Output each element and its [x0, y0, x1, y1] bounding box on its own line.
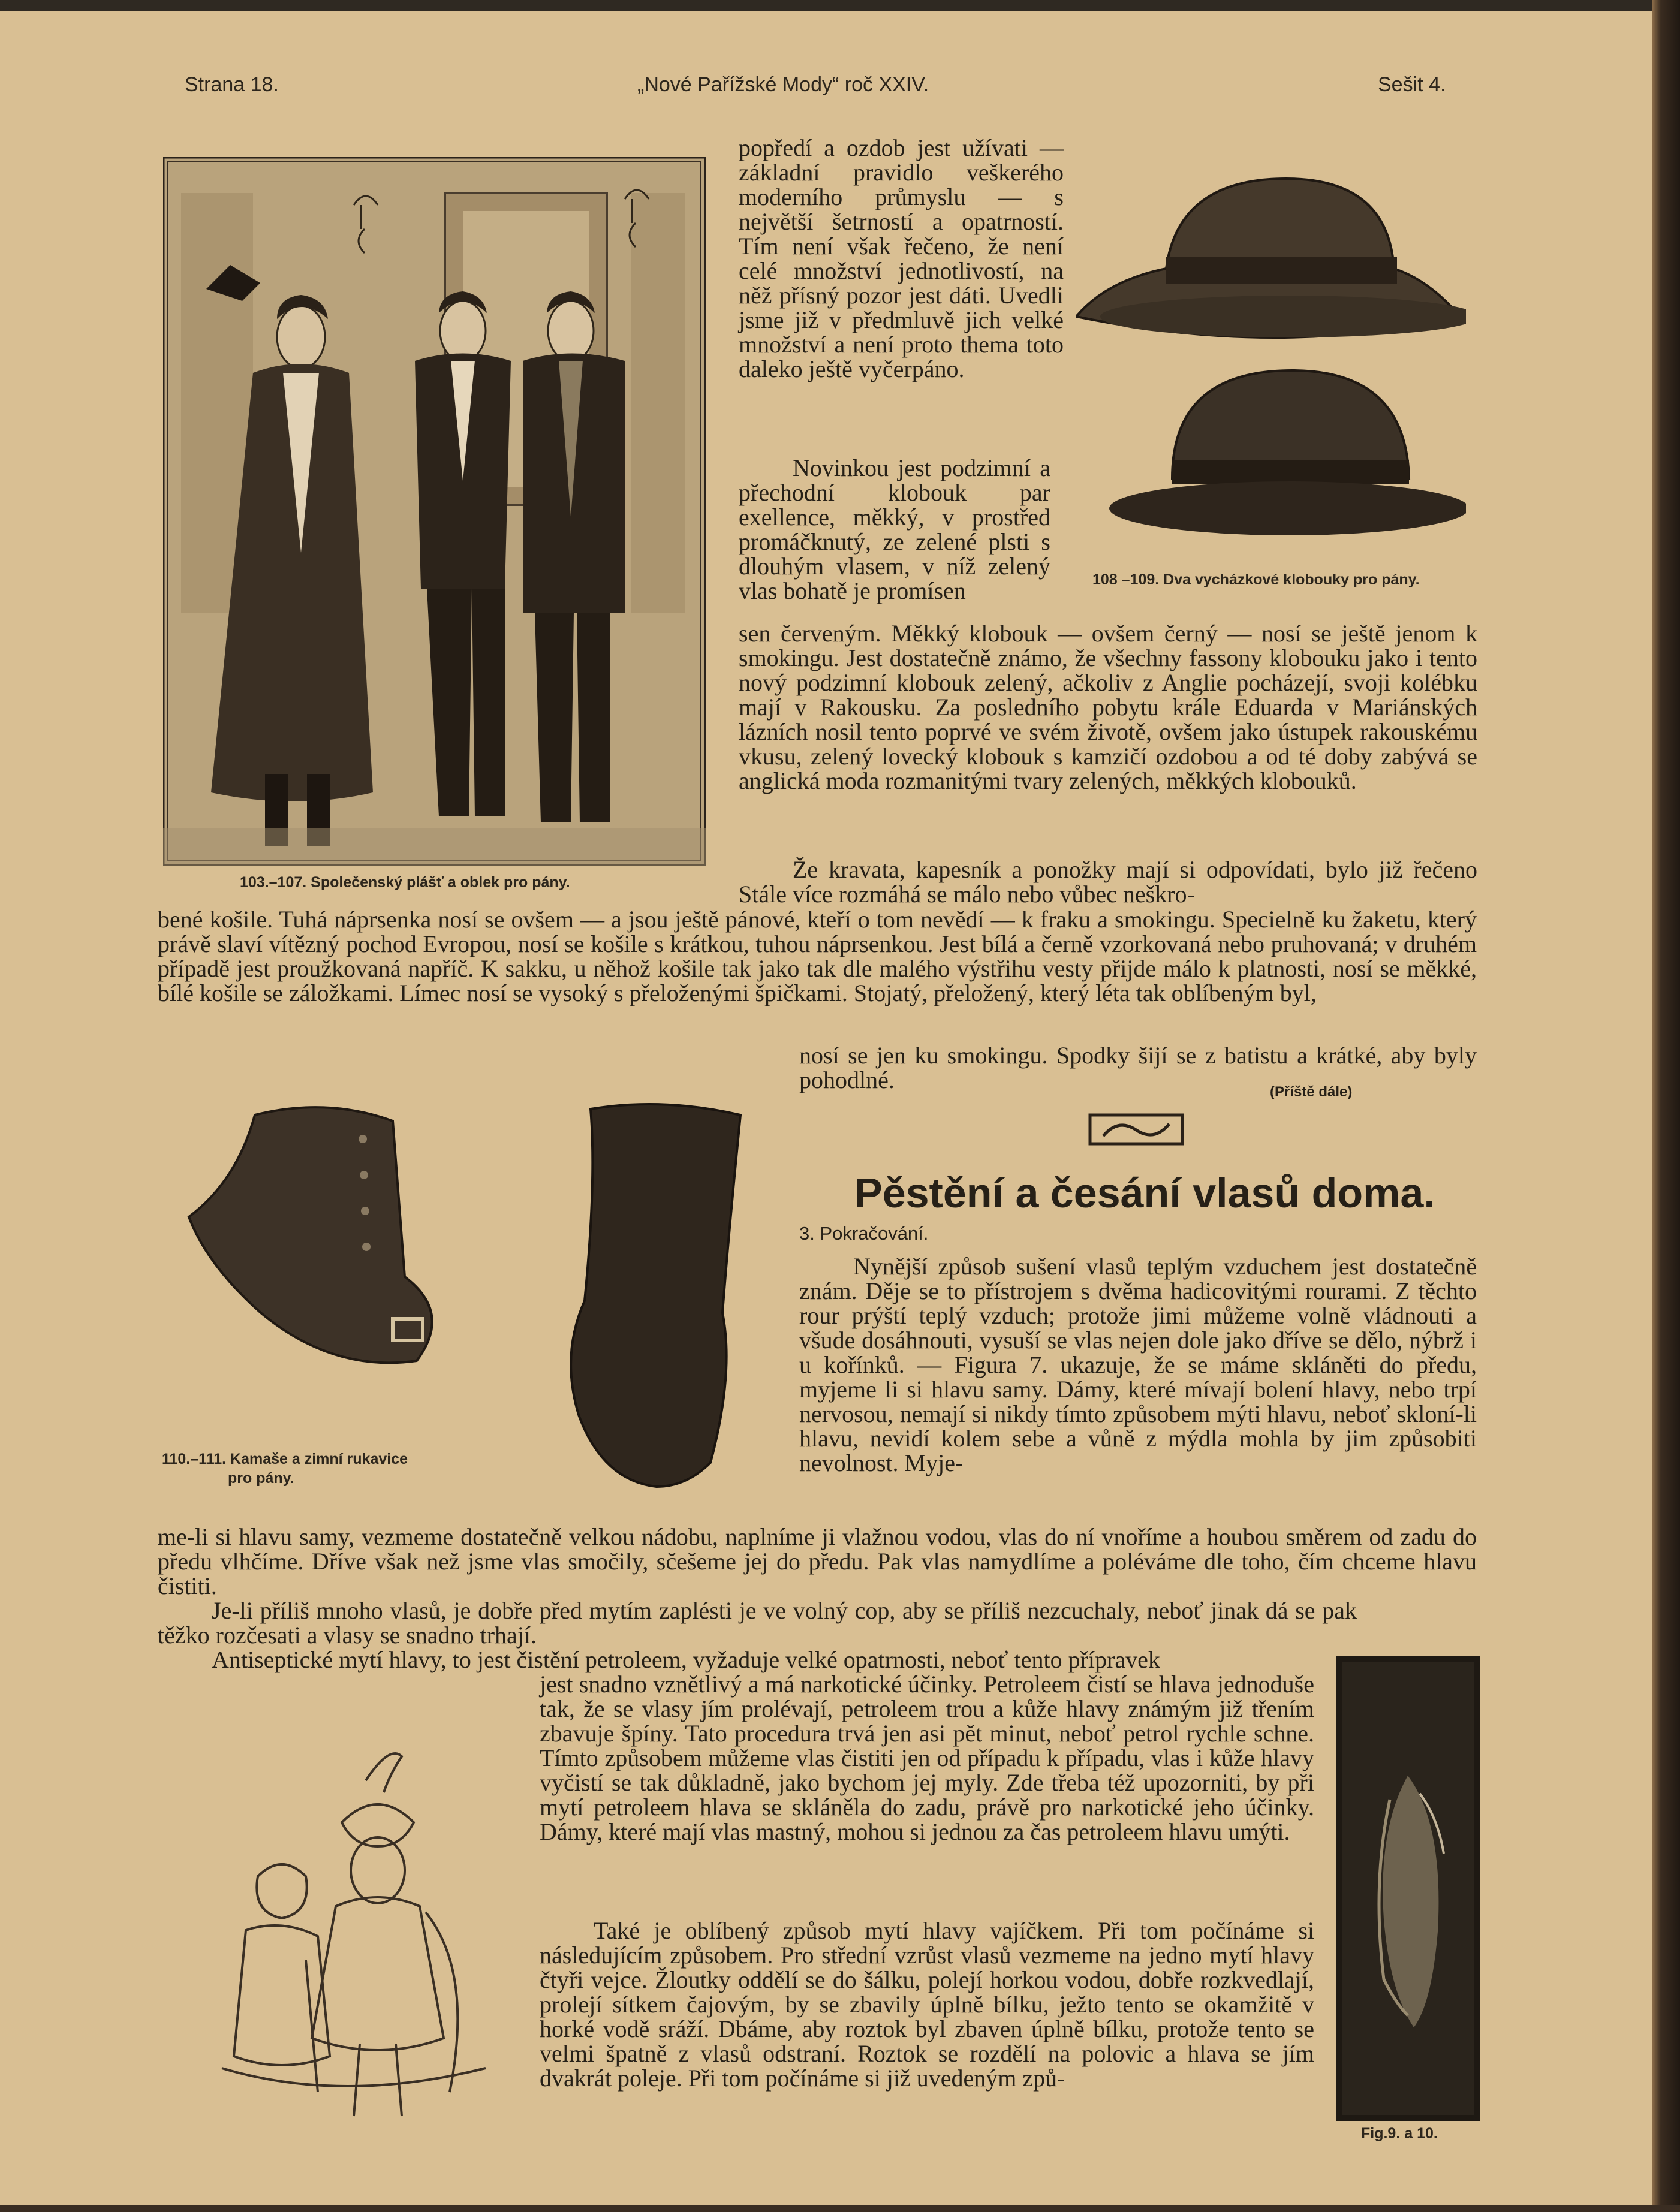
article2-paragraph-3: jest snadno vznětlivý a má narkotické účinky. Petroleem čistí se hlava jednoduše tak, že se vlasy jím prolévají, petroleem trou a kůže hlavy známým již třením zbavuje špíny. Tato procedura trvá jen asi pět minut, neboť petrol rychle schne. Tímto způsobem můžeme vlas čistiti jen od případu k případu, vlas i kůže hlavy vyčistí se tak důkladně, jako bychom jej myly. Zde třeba též upozorniti, by při mytí petroleem hlava se skláněla do zadu, právě pro narkotické jeho účinky. Dámy, které mají vlas mastný, mohou si jednou za čas petroleem hlavu umýti. — [540, 1671, 1314, 1845]
page-number: Strana 18. — [185, 73, 279, 96]
article1-wide-paragraph-2: Že kravata, kapesník a ponožky mají si odpovídati, bylo již řečeno Stále více rozmáhá se málo nebo vůbec neškro- — [739, 856, 1477, 908]
hats-figure-caption: 108 –109. Dva vycházkové klobouky pro pány. — [1092, 571, 1420, 588]
article2-subtitle: 3. Pokračování. — [799, 1223, 929, 1244]
article2-paragraph-3-first-line: Antiseptické mytí hlavy, to jest čistění petroleem, vyžaduje velké opatrnosti, neboť tento přípravek — [212, 1646, 1160, 1673]
men-evening-wear-illustration — [163, 157, 706, 866]
article1-wide-paragraph: sen červeným. Měkký klobouk — ovšem černý — nosí se ještě jenom k smokingu. Jest dostatečně známo, že všechny fassony klobouku jako i tento nový podzimní klobouk zelený, ačkoliv z Anglie pocházejí, svoji kolébku mají v Rakousku. Za posledního pobytu krále Eduarda v Mariánských lázních nosil tento poprvé ve svém životě, ovšem jako ústupek rakouskému vkusu, zelený lovecký klobouk s kamzičí ozdobou a od té doby zabývá se anglická moda rozmanitými tvary zelených, měkkých klobouků. — [739, 620, 1477, 794]
article1-column-top: popředí a ozdob jest užívati — základní pravidlo veškerého moderního průmyslu — s největší šetrností a opatrností. Tím není však řečeno, že není celé množství jednotlivostí, na něž přísný pozor jest dáti. Uvedli jsme již v předmluvě jich velké množství a není proto thema toto daleko ještě vyčerpáno. — [739, 134, 1064, 382]
issue-number: Sešit 4. — [1378, 73, 1446, 96]
hats-illustration — [1076, 149, 1466, 562]
article2-paragraph-1-column: Nynější způsob sušení vlasů teplým vzduchem jest dostatečně znám. Děje se to přístrojem s dvěma hadicovitými rourami. Z těchto rour prýští teplý vzduch; protože jimi můžeme volně vládnouti a všude dosáhnouti, vysuší se vlas nejen dole jako dříve se dělo, nýbrž i u kořínků. — Figura 7. ukazuje, že se máme skláněti do předu, myjeme li si hlavu samy. Dámy, které mívají bolení hlavy, nebo trpí nervosou, nemají si nikdy tímto způsobem mýti hlavu, neboť skloní-li hlavu, nevidí kolem sebe a vůně z mýdla mohla by jim způsobiti nevolnost. Myje- — [799, 1253, 1477, 1476]
scan-edge-bottom — [0, 2205, 1680, 2212]
to-be-continued-note: (Příště dále) — [1270, 1084, 1353, 1100]
article1-column-mid: Novinkou jest podzimní a přechodní klobouk par exellence, měkký, v prostřed promáčknutý, ze zelené plsti s dlouhým vlasem, v níž zelený vlas bohatě je promísen — [739, 454, 1050, 604]
scan-binding-edge — [1652, 0, 1680, 2212]
photo-figure-caption: Fig.9. a 10. — [1361, 2125, 1438, 2142]
article1-full-width-paragraph: bené košile. Tuhá náprsenka nosí se ovšem — a jsou ještě pánové, kteří o tom nevědí — k fraku a smokingu. Specielně ku žaketu, který právě slaví vítězný pochod Evropou, nosí se košile s krátkou, tuhou náprsenkou. Jest bílá a černě vzorkovaná nebo pruhovaná; v druhém případě jest proužkovaná napříč. K sakku, u něhož košile tak jako tak dle malého výstřihu vesty přijde málo k platnosti, nosí se měkké, bílé košile se záložkami. Límec nosí se vysoký s přeloženými špičkami. Stojatý, přeložený, který léta tak oblíbeným byl, — [158, 906, 1477, 1006]
gaiters-figure-caption-line2: pro pány. — [228, 1470, 294, 1487]
article2-title: Pěstění a česání vlasů doma. — [854, 1170, 1435, 1216]
journal-title: „Nové Pařížské Mody“ roč XXIV. — [637, 73, 929, 96]
article1-ending: nosí se jen ku smokingu. Spodky šijí se z batistu a krátké, aby byly pohodlné. — [799, 1042, 1477, 1093]
ornament-divider — [1088, 1113, 1184, 1146]
article2-paragraph-1-full: me-li si hlavu samy, vezmeme dostatečně velkou nádobu, naplníme ji vlažnou vodou, vlas do ní vnoříme a houbou směrem od zadu do předu vlhčíme. Dříve však než jsme vlas smočily, sčešeme jej do předu. Pak vlas namydlíme a poléváme dle toho, čím chceme hlavu čistiti. — [158, 1523, 1477, 1599]
girl-hair-washing-sketch — [186, 1732, 510, 2128]
men-figure-caption: 103.–107. Společenský plášť a oblek pro pány. — [240, 874, 570, 891]
article2-paragraph-2: Je-li příliš mnoho vlasů, je dobře před mytím zaplésti je ve volný cop, aby se příliš nezcuchaly, neboť jinak dá se pak těžko rozčesati a vlasy se snadno trhají. — [158, 1597, 1357, 1649]
photo-figure-9-10 — [1336, 1656, 1480, 2121]
scan-edge-top — [0, 0, 1680, 11]
gaiters-figure-caption-line1: 110.–111. Kamaše a zimní rukavice — [162, 1451, 408, 1467]
article2-paragraph-4: Také je oblíbený způsob mytí hlavy vajíčkem. Při tom počínáme si následujícím způsobem. Pro střední vzrůst vlasů vezmeme na jedno mytí hlavy čtyři vejce. Žloutky oddělí se do šálku, polejí horkou vodou, dobře rozkvedlají, prolejí sítkem čajovým, by se zbavily úplně bílku, ježto tento se okamžitě v horké vodě sráží. Dbáme, aby roztok byl zbaven úplně bílku, protože tento se velmi špatně z vlasů odstraní. Roztok se rozdělí na polovic a hlava se jím dvakrát poleje. Při tom počínáme si již uvedeným způ- — [540, 1917, 1314, 2092]
